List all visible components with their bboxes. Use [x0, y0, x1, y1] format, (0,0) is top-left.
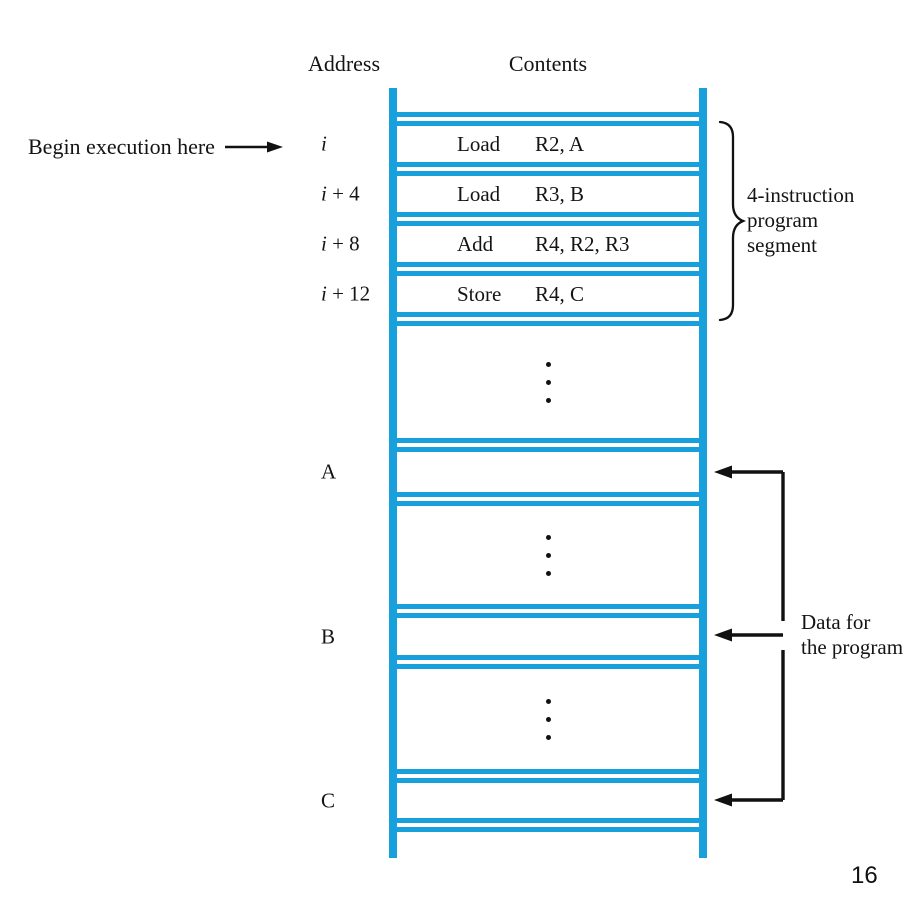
- data-for-program-label-line2: the program: [801, 635, 904, 659]
- address-label: C: [321, 788, 336, 812]
- begin-execution-label: Begin execution here: [28, 134, 215, 159]
- memory-row-data: [321, 613, 707, 660]
- program-segment-brace-icon: [714, 120, 746, 322]
- instruction-operands: R4, C: [535, 281, 585, 306]
- ellipsis-dot-icon: [546, 398, 551, 403]
- address-label: i: [321, 131, 327, 156]
- memory-row-data: [321, 447, 707, 497]
- memory-row-instruction: [321, 121, 707, 167]
- page-number: 16: [851, 862, 878, 889]
- address-label: A: [321, 459, 337, 484]
- memory-left-rail: [389, 88, 397, 858]
- memory-row-open-top: [389, 88, 707, 117]
- memory-row-dots: [389, 664, 707, 774]
- memory-row-instruction: [321, 171, 707, 217]
- ellipsis-dot-icon: [546, 535, 551, 540]
- memory-row-instruction: [321, 271, 707, 317]
- contents-column-header: Contents: [508, 51, 588, 76]
- program-segment-label: [747, 183, 854, 258]
- memory-row-dots: [389, 501, 707, 609]
- begin-execution-callout: [28, 133, 283, 161]
- instruction-operands: R3, B: [535, 181, 585, 206]
- ellipsis-dot-icon: [546, 717, 551, 722]
- address-column-header: Address: [307, 51, 381, 76]
- address-label: i + 8: [321, 231, 360, 256]
- memory-rows: [321, 88, 707, 856]
- memory-row-data: [321, 778, 707, 823]
- ellipsis-dot-icon: [546, 362, 551, 367]
- ellipsis-dot-icon: [546, 553, 551, 558]
- data-for-program-label: [801, 610, 903, 660]
- memory-row-open-bottom: [389, 827, 707, 856]
- right-arrow-icon: [225, 140, 283, 154]
- instruction-opcode: Load: [457, 131, 501, 156]
- data-for-program-label-line1: Data for: [801, 610, 871, 634]
- address-label: i + 4: [321, 181, 360, 206]
- instruction-opcode: Store: [457, 281, 502, 306]
- program-segment-label-line2: program: [747, 208, 819, 232]
- memory-ladder: [321, 88, 707, 858]
- instruction-opcode: Add: [457, 231, 494, 256]
- address-label: i + 12: [321, 281, 371, 306]
- program-segment-label-line3: segment: [747, 233, 817, 257]
- ellipsis-dot-icon: [546, 735, 551, 740]
- memory-row-instruction: [321, 221, 707, 267]
- data-pointer-arrows-icon: [706, 458, 788, 810]
- instruction-operands: R2, A: [535, 131, 585, 156]
- address-label: B: [321, 624, 336, 648]
- memory-row-dots: [389, 321, 707, 443]
- instruction-opcode: Load: [457, 181, 501, 206]
- ellipsis-dot-icon: [546, 699, 551, 704]
- ellipsis-dot-icon: [546, 571, 551, 576]
- instruction-operands: R4, R2, R3: [535, 231, 630, 256]
- program-segment-label-line1: 4-instruction: [747, 183, 855, 207]
- ellipsis-dot-icon: [546, 380, 551, 385]
